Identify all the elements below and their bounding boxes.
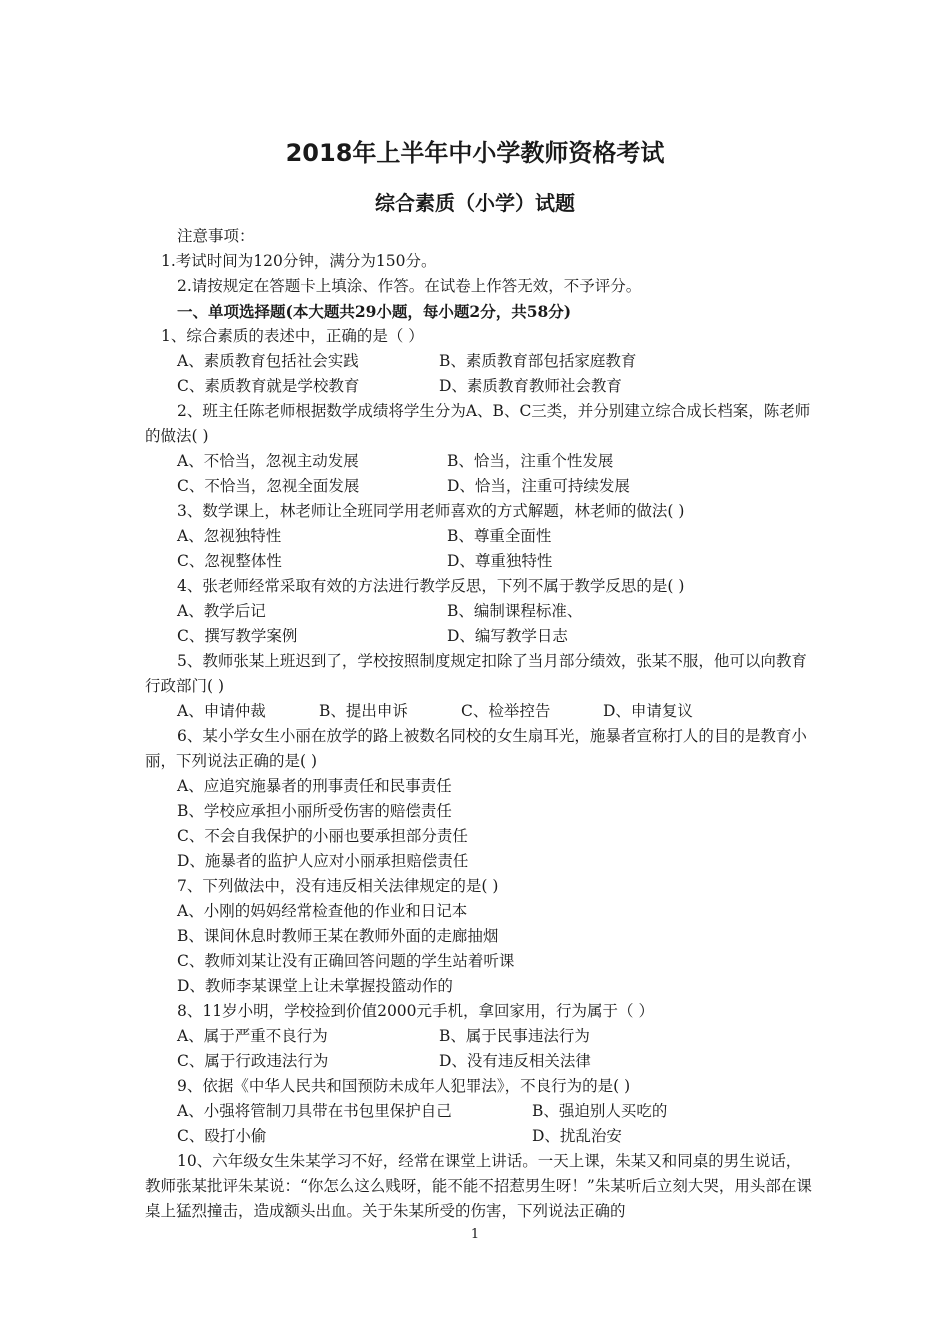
option: A、教学后记 bbox=[177, 602, 266, 620]
option: B、学校应承担小丽所受伤害的赔偿责任 bbox=[177, 802, 452, 820]
notice-item-1: 1.考试时间为120分钟，满分为150分。 bbox=[161, 252, 437, 270]
option: A、忽视独特性 bbox=[177, 527, 282, 545]
question-stem-line bbox=[145, 724, 815, 774]
option: C、教师刘某让没有正确回答问题的学生站着听课 bbox=[177, 952, 515, 970]
option-row bbox=[145, 549, 815, 574]
question-stem: 4、张老师经常采取有效的方法进行教学反思，下列不属于教学反思的是( ) bbox=[177, 577, 685, 595]
option: B、课间休息时教师王某在教师外面的走廊抽烟 bbox=[177, 927, 499, 945]
notice-item-2: 2.请按规定在答题卡上填涂、作答。在试卷上作答无效，不予评分。 bbox=[177, 277, 642, 295]
question-stem: 8、11岁小明，学校捡到价值2000元手机，拿回家用，行为属于（ ） bbox=[177, 1002, 654, 1020]
option-row bbox=[145, 1099, 815, 1124]
option: C、殴打小偷 bbox=[177, 1127, 267, 1145]
option: B、强迫别人买吃的 bbox=[532, 1102, 668, 1120]
option-row bbox=[145, 1124, 815, 1149]
question-stem: 9、依据《中华人民共和国预防未成年人犯罪法》，不良行为的是( ) bbox=[177, 1077, 631, 1095]
option-row bbox=[145, 699, 815, 724]
option: B、素质教育部包括家庭教育 bbox=[439, 352, 637, 370]
option: A、申请仲裁 bbox=[177, 702, 266, 720]
question-stem-line bbox=[145, 649, 815, 699]
option: B、提出申诉 bbox=[319, 702, 408, 720]
option: C、素质教育就是学校教育 bbox=[177, 377, 360, 395]
question-stem: 5、教师张某上班迟到了，学校按照制度规定扣除了当月部分绩效，张某不服，他可以向教育行政部门( ) bbox=[145, 652, 807, 695]
option-row bbox=[145, 374, 815, 399]
option-row bbox=[145, 474, 815, 499]
option: D、素质教育教师社会教育 bbox=[439, 377, 622, 395]
option: D、申请复议 bbox=[603, 702, 693, 720]
option: D、编写教学日志 bbox=[447, 627, 568, 645]
question-stem: 3、数学课上，林老师让全班同学用老师喜欢的方式解题，林老师的做法( ) bbox=[177, 502, 685, 520]
page-number: 1 bbox=[470, 1227, 480, 1242]
document-body bbox=[145, 224, 815, 1224]
option: B、恰当，注重个性发展 bbox=[447, 452, 614, 470]
option: A、不恰当，忽视主动发展 bbox=[177, 452, 359, 470]
option: B、属于民事违法行为 bbox=[439, 1027, 590, 1045]
option-row bbox=[145, 524, 815, 549]
exam-title: 2018年上半年中小学教师资格考试 bbox=[285, 139, 665, 167]
question-stem: 10、六年级女生朱某学习不好，经常在课堂上讲话。一天上课，朱某又和同桌的男生说话，教师张某批评朱某说：“你怎么这么贱呀，能不能不招惹男生呀！”朱某听后立刻大哭，用头部在课桌上猛烈撞击，造成额头出血。关于朱某所受的伤害，下列说法正确的 bbox=[145, 1152, 812, 1220]
option: C、属于行政违法行为 bbox=[177, 1052, 329, 1070]
option: C、检举控告 bbox=[461, 702, 551, 720]
option-row bbox=[145, 349, 815, 374]
option: A、小强将管制刀具带在书包里保护自己 bbox=[177, 1102, 452, 1120]
option: D、恰当，注重可持续发展 bbox=[447, 477, 630, 495]
option: B、编制课程标准、 bbox=[447, 602, 583, 620]
option: C、不恰当，忽视全面发展 bbox=[177, 477, 360, 495]
option-row bbox=[145, 449, 815, 474]
option: A、素质教育包括社会实践 bbox=[177, 352, 359, 370]
section-heading: 一、单项选择题(本大题共29小题，每小题2分，共58分) bbox=[177, 302, 572, 321]
option: D、没有违反相关法律 bbox=[439, 1052, 591, 1070]
option: D、尊重独特性 bbox=[447, 552, 553, 570]
option-row bbox=[145, 599, 815, 624]
option: D、施暴者的监护人应对小丽承担赔偿责任 bbox=[177, 852, 469, 870]
option-row bbox=[145, 1024, 815, 1049]
option: C、忽视整体性 bbox=[177, 552, 282, 570]
option: C、不会自我保护的小丽也要承担部分责任 bbox=[177, 827, 468, 845]
question-stem-line bbox=[145, 1149, 815, 1224]
question-stem: 2、班主任陈老师根据数学成绩将学生分为A、B、C三类，并分别建立综合成长档案，陈老师的做法( ) bbox=[145, 402, 811, 445]
question-stem: 6、某小学女生小丽在放学的路上被数名同校的女生扇耳光，施暴者宣称打人的目的是教育小丽，下列说法正确的是( ) bbox=[145, 727, 807, 770]
exam-subtitle: 综合素质（小学）试题 bbox=[375, 191, 575, 215]
option: C、撰写教学案例 bbox=[177, 627, 298, 645]
question-stem-line bbox=[145, 399, 815, 449]
notice-heading: 注意事项： bbox=[177, 227, 255, 245]
option: D、扰乱治安 bbox=[532, 1127, 622, 1145]
option-row bbox=[145, 1049, 815, 1074]
option: A、应追究施暴者的刑事责任和民事责任 bbox=[177, 777, 452, 795]
question-stem: 1、综合素质的表述中，正确的是（ ） bbox=[161, 327, 424, 345]
option: D、教师李某课堂上让未掌握投篮动作的 bbox=[177, 977, 453, 995]
option: A、属于严重不良行为 bbox=[177, 1027, 328, 1045]
option: B、尊重全面性 bbox=[447, 527, 552, 545]
option: A、小刚的妈妈经常检查他的作业和日记本 bbox=[177, 902, 468, 920]
question-stem: 7、下列做法中，没有违反相关法律规定的是( ) bbox=[177, 877, 499, 895]
option-row bbox=[145, 624, 815, 649]
